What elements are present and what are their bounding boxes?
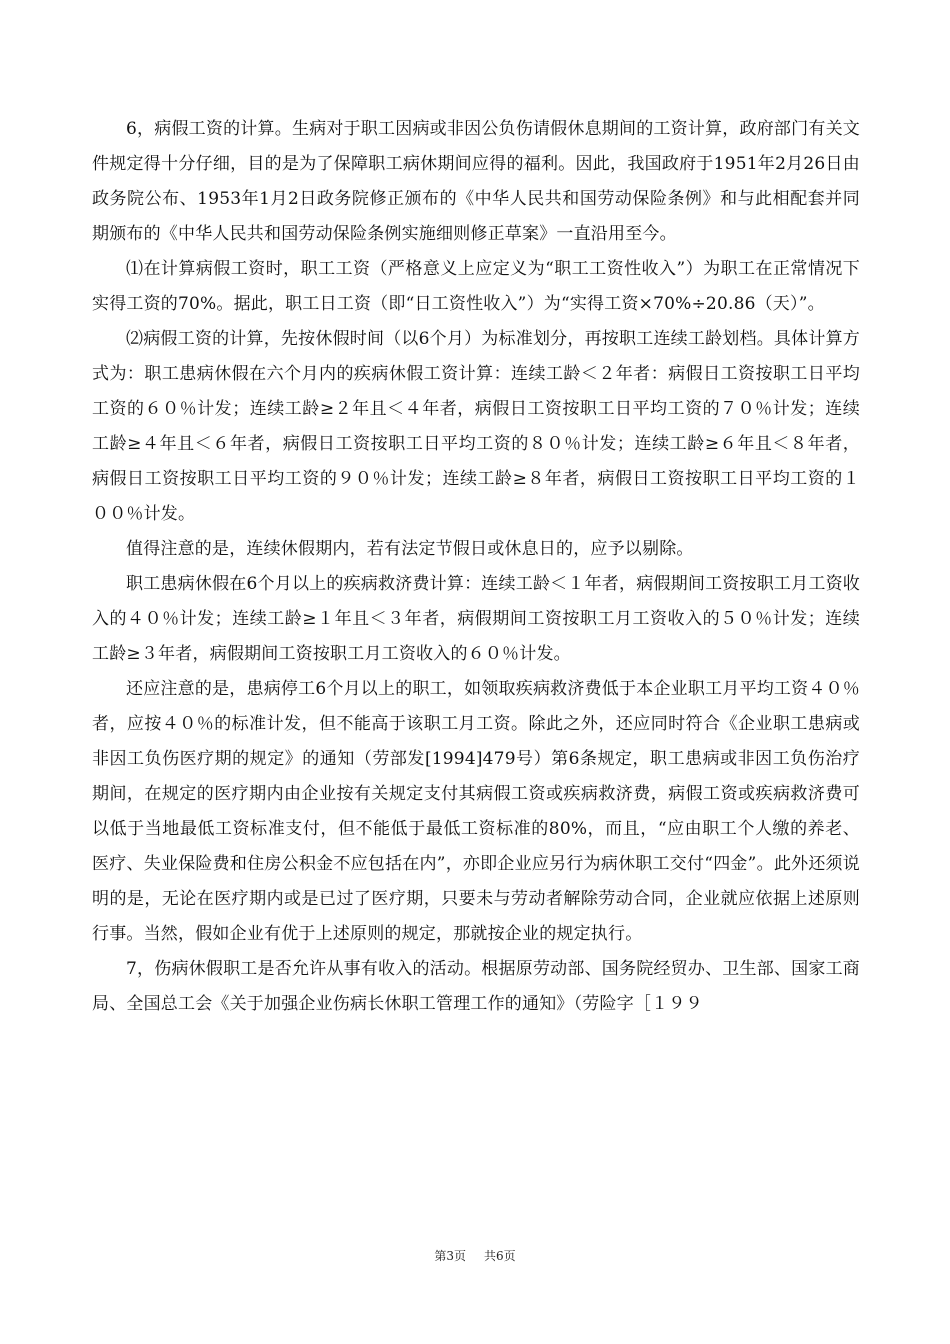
page-total: 共6页 [484,1249,516,1263]
paragraph-wage-definition: ⑴在计算病假工资时，职工工资（严格意义上应定义为“职工工资性收入”）为职工在正常情况下实得工资的70%。据此，职工日工资（即“日工资性收入”）为“实得工资×70%÷20.86（天）”。 [92,259,860,314]
page-footer [0,1247,950,1264]
paragraph-income-activities: 7，伤病休假职工是否允许从事有收入的活动。根据原劳动部、国务院经贸办、卫生部、国家工商局、全国总工会《关于加强企业伤病长休职工管理工作的通知》（劳险字［１９９ [92,959,860,1014]
paragraph-holiday-note: 值得注意的是，连续休假期内，若有法定节假日或休息日的，应予以剔除。 [126,539,694,559]
document-body [92,112,860,1022]
paragraph-relief-over-six-months: 职工患病休假在6个月以上的疾病救济费计算：连续工龄＜１年者，病假期间工资按职工月工资收入的４０％计发；连续工龄≥１年且＜３年者，病假期间工资按职工月工资收入的５０％计发；连续工龄≥３年者，病假期间工资按职工月工资收入的６０％计发。 [92,574,860,664]
paragraph-additional-notes: 还应注意的是，患病停工6个月以上的职工，如领取疾病救济费低于本企业职工月平均工资４０％者，应按４０％的标准计发，但不能高于该职工月工资。除此之外，还应同时符合《企业职工患病或非因工负伤医疗期的规定》的通知（劳部发[1994]479号）第6条规定，职工患病或非因工负伤治疗期间，在规定的医疗期内由企业按有关规定支付其病假工资或疾病救济费，病假工资或疾病救济费可以低于当地最低工资标准支付，但不能低于最低工资标准的80%，而且，“应由职工个人缴的养老、医疗、失业保险费和住房公积金不应包括在内”，亦即企业应另行为病休职工交付“四金”。此外还须说明的是，无论在医疗期内或是已过了医疗期，只要未与劳动者解除劳动合同，企业就应依据上述原则行事。当然，假如企业有优于上述原则的规定，那就按企业的规定执行。 [92,679,860,944]
paragraph-sick-leave-calculation: 6，病假工资的计算。生病对于职工因病或非因公负伤请假休息期间的工资计算，政府部门有关文件规定得十分仔细，目的是为了保障职工病休期间应得的福利。因此，我国政府于1951年2月26日由政务院公布、1953年1月2日政务院修正颁布的《中华人民共和国劳动保险条例》和与此相配套并同期颁布的《中华人民共和国劳动保险条例实施细则修正草案》一直沿用至今。 [92,119,860,244]
page-number: 第3页 [434,1249,466,1263]
paragraph-seniority-tiers: ⑵病假工资的计算，先按休假时间（以6个月）为标准划分，再按职工连续工龄划档。具体计算方式为：职工患病休假在六个月内的疾病休假工资计算：连续工龄＜２年者：病假日工资按职工日平均工资的６０％计发；连续工龄≥２年且＜４年者，病假日工资按职工日平均工资的７０％计发；连续工龄≥４年且＜６年者，病假日工资按职工日平均工资的８０％计发；连续工龄≥６年且＜８年者，病假日工资按职工日平均工资的９０％计发；连续工龄≥８年者，病假日工资按职工日平均工资的１００％计发。 [92,329,860,524]
